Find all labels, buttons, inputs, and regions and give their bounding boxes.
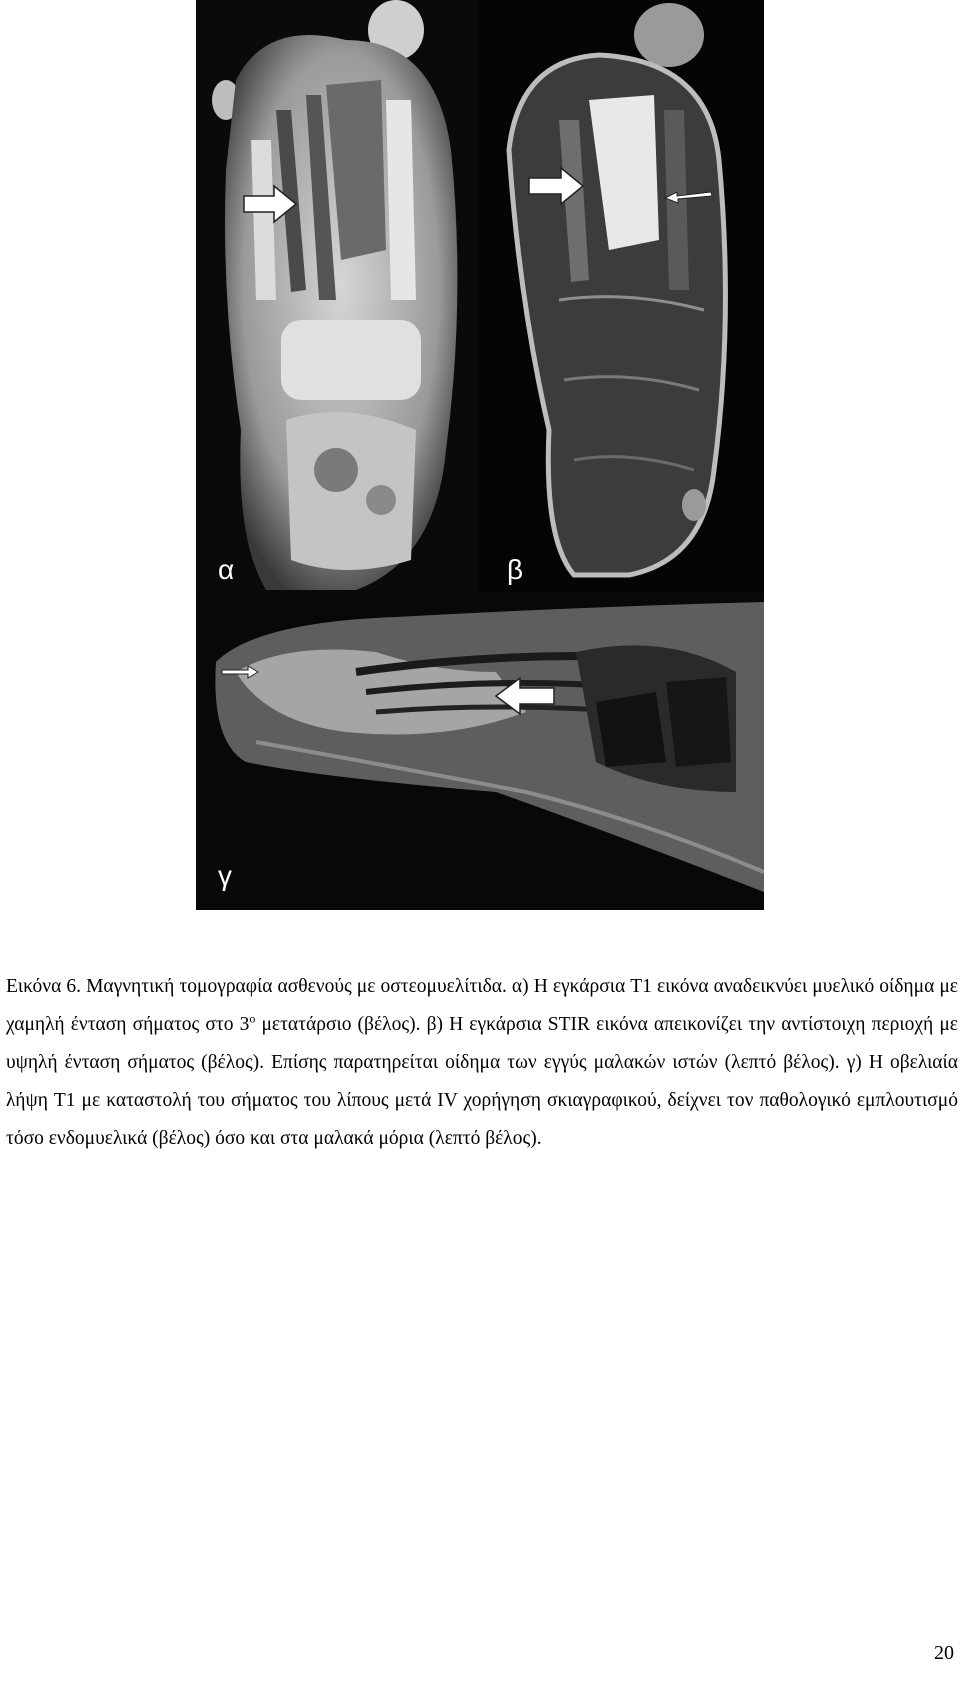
panel-label-alpha: α xyxy=(218,554,235,585)
caption-text-part2: μετατάρσιο (βέλος). β) Η εγκάρσια STIR εικόνα απεικονίζει την αντίστοιχη περιοχή με υψηλή ένταση σήματος (βέλος). Επίσης παρατηρείται οίδημα των εγγύς μαλακών ιστών (λεπτό βέλος). γ) Η οβελιαία λήψη T1 με καταστολή του σήματος του λίπους μετά IV χορήγηση σκιαγραφικού, δείχνει τον παθολογικό εμπλουτισμό τόσο ενδομυελικά (βέλος) όσο και στα μαλακά μόρια (λεπτό βέλος). xyxy=(6,1014,958,1149)
caption-text-part1: Εικόνα 6. Μαγνητική τομογραφία ασθενούς με οστεομυελίτιδα. α) Η εγκάρσια T1 εικόνα αναδεικνύει μυελικό οίδημα με χαμηλή ένταση σήματος στο 3 xyxy=(6,976,958,1035)
panel-label-beta: β xyxy=(507,554,524,585)
mri-image-beta xyxy=(479,0,764,592)
panel-label-gamma: γ xyxy=(218,860,232,891)
figure-caption xyxy=(6,968,958,1158)
mri-panel-gamma xyxy=(196,592,764,910)
mri-image-gamma xyxy=(196,592,764,910)
mri-panel-beta xyxy=(479,0,764,592)
mri-image-alpha xyxy=(196,0,479,592)
page-number: 20 xyxy=(934,1642,954,1664)
mri-panel-alpha xyxy=(196,0,479,592)
caption-superscript: ο xyxy=(249,1011,256,1026)
mri-figure xyxy=(196,0,764,910)
